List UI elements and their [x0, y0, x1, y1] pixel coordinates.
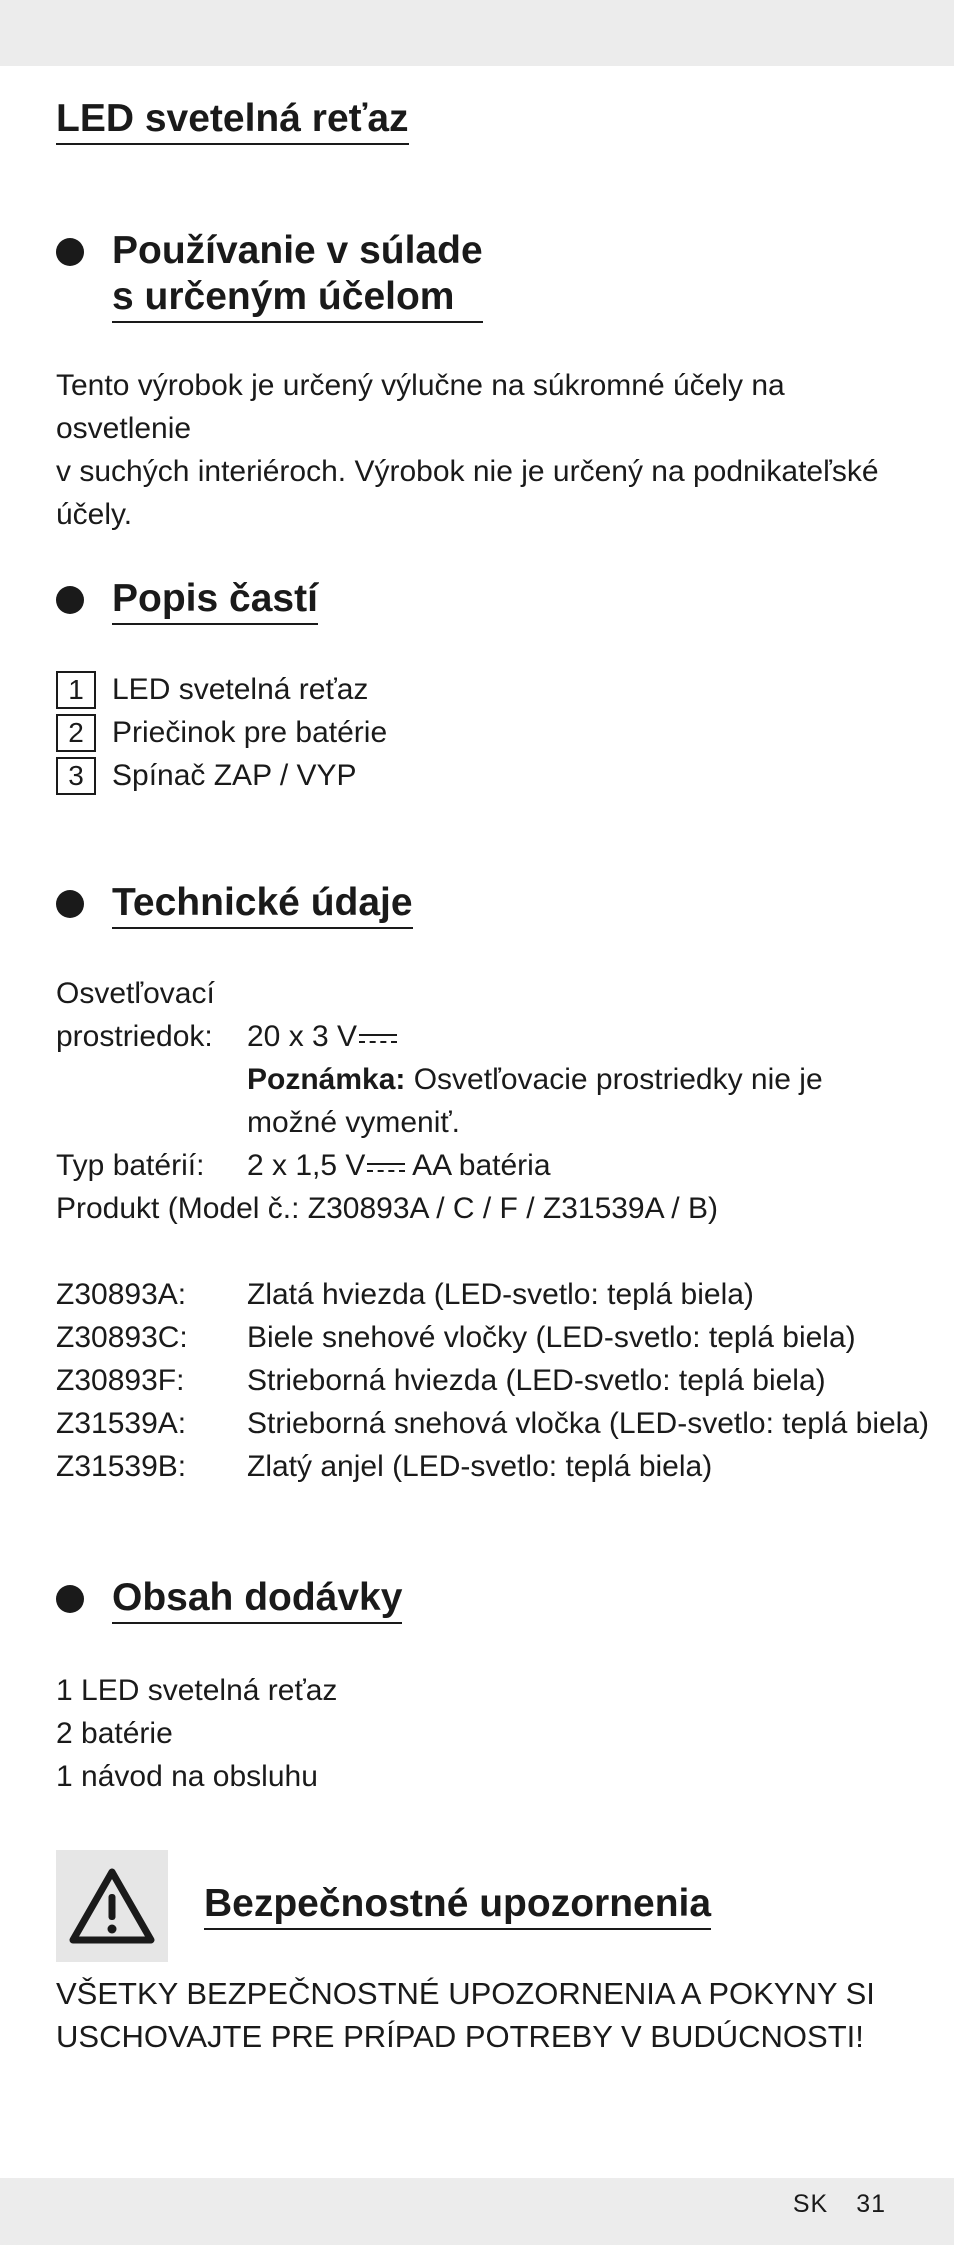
top-band: [0, 0, 954, 66]
intended-use-text: [56, 364, 916, 536]
spec-row: [56, 1015, 936, 1058]
text-line: v suchých interiéroch. Výrobok nie je určený na podnikateľské: [56, 455, 879, 488]
model-row: [56, 1359, 936, 1402]
list-item: 2 batérie: [56, 1717, 173, 1750]
safety-text: [56, 1972, 875, 2058]
list-item: 1 návod na obsluhu: [56, 1760, 318, 1793]
parts-list: [56, 668, 387, 797]
tech-specs: [56, 972, 936, 1488]
spec-row: [56, 1101, 936, 1144]
page-number: 31: [856, 2190, 886, 2218]
spec-label: Typ batérií:: [56, 1149, 205, 1182]
model-code: Z30893A:: [56, 1278, 187, 1311]
section-heading-contents: [56, 1576, 402, 1624]
spec-label: Osvetľovací: [56, 977, 215, 1010]
list-item: [56, 711, 387, 754]
page-title: LED svetelná reťaz: [56, 96, 409, 145]
language-code: SK: [792, 2190, 829, 2218]
model-row: [56, 1273, 936, 1316]
section-heading-parts: [56, 577, 318, 625]
model-desc: Strieborná hviezda (LED-svetlo: teplá biela): [247, 1364, 826, 1397]
warning-triangle-icon: [69, 1867, 155, 1945]
part-number: 3: [56, 757, 96, 795]
dc-symbol-icon: [359, 1031, 397, 1045]
heading-line: s určeným účelom: [112, 275, 483, 323]
text-line: Tento výrobok je určený výlučne na súkromné účely na osvetlenie: [56, 369, 785, 445]
note-text: možné vymeniť.: [247, 1106, 460, 1139]
product-line: Produkt (Model č.: Z30893A / C / F / Z31539A / B): [56, 1192, 718, 1225]
spec-value: 20 x 3 V: [247, 1020, 358, 1053]
part-label: Spínač ZAP / VYP: [112, 759, 357, 792]
heading-text: Obsah dodávky: [112, 1576, 402, 1624]
part-label: LED svetelná reťaz: [112, 673, 369, 706]
spec-value: AA batéria: [405, 1149, 551, 1182]
part-label: Priečinok pre batérie: [112, 716, 388, 749]
dc-symbol-icon: [367, 1160, 405, 1174]
model-row: [56, 1445, 936, 1488]
note-text: Osvetľovacie prostriedky nie je: [405, 1063, 823, 1096]
safety-heading: Bezpečnostné upozornenia: [204, 1881, 711, 1930]
model-code: Z30893C:: [56, 1321, 188, 1354]
model-code: Z30893F:: [56, 1364, 185, 1397]
model-desc: Zlatá hviezda (LED-svetlo: teplá biela): [247, 1278, 754, 1311]
model-desc: Biele snehové vločky (LED-svetlo: teplá biela): [247, 1321, 856, 1354]
section-heading-intended-use: [56, 229, 483, 323]
bullet-icon: [56, 238, 84, 266]
text-line: účely.: [56, 498, 133, 531]
model-desc: Strieborná snehová vločka (LED-svetlo: teplá biela): [247, 1407, 930, 1440]
model-code: Z31539A:: [56, 1407, 187, 1440]
text-line: USCHOVAJTE PRE PRÍPAD POTREBY V BUDÚCNOSTI!: [56, 2019, 864, 2054]
bullet-icon: [56, 1585, 84, 1613]
bullet-icon: [56, 890, 84, 918]
model-desc: Zlatý anjel (LED-svetlo: teplá biela): [247, 1450, 713, 1483]
text-line: VŠETKY BEZPEČNOSTNÉ UPOZORNENIA A POKYNY SI: [56, 1976, 875, 2011]
model-code: Z31539B:: [56, 1450, 187, 1483]
list-item: [56, 668, 387, 711]
part-number: 2: [56, 714, 96, 752]
list-item: 1 LED svetelná reťaz: [56, 1674, 338, 1707]
spec-value: 2 x 1,5 V: [247, 1149, 366, 1182]
page-footer: [765, 2190, 886, 2219]
part-number: 1: [56, 671, 96, 709]
spec-label: prostriedok:: [56, 1020, 213, 1053]
bullet-icon: [56, 586, 84, 614]
contents-list: [56, 1669, 916, 1798]
section-heading-tech: [56, 881, 413, 929]
spec-row: [56, 1144, 936, 1187]
model-row: [56, 1316, 936, 1359]
warning-box: [56, 1850, 168, 1962]
spec-row: [56, 1058, 936, 1101]
heading-text: Technické údaje: [112, 881, 413, 929]
note-label: Poznámka:: [247, 1063, 406, 1096]
heading-text: Popis častí: [112, 577, 318, 625]
model-row: [56, 1402, 936, 1445]
heading-line: Používanie v súlade: [112, 229, 483, 272]
list-item: [56, 754, 387, 797]
spec-row: [56, 972, 936, 1015]
